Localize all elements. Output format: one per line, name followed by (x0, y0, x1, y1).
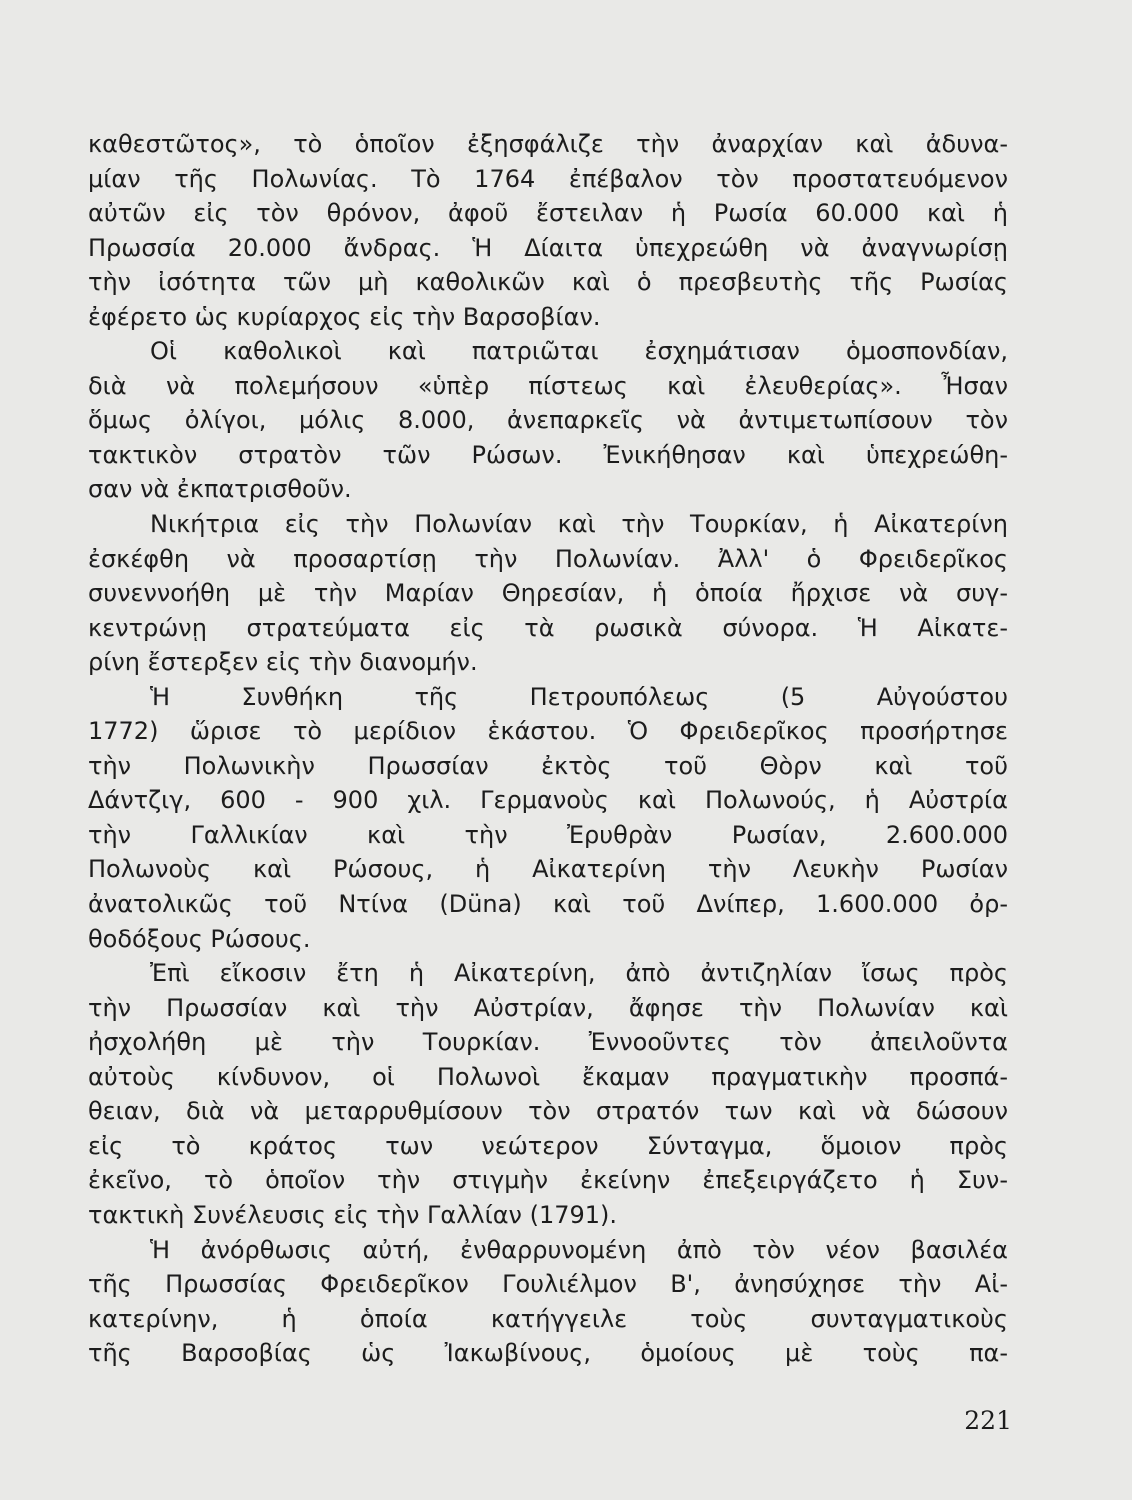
body-text (88, 127, 1008, 1371)
text-line: καθεστῶτος», τὸ ὁποῖον ἐξησφάλιζε τὴν ἀναρχίαν καὶ ἀδυνα- (88, 130, 1008, 158)
page-number: 221 (964, 1406, 1012, 1435)
text-line: εἰς τὸ κράτος των νεώτερον Σύνταγμα, ὅμοιον πρὸς (88, 1131, 1008, 1160)
text-line: κεντρώνῃ στρατεύματα εἰς τὰ ρωσικὰ σύνορα. Ἡ Αἰκατε- (88, 613, 1008, 642)
text-line: ἐφέρετο ὡς κυρίαρχος εἰς τὴν Βαρσοβίαν. (88, 302, 601, 331)
text-line: Ἐπὶ εἴκοσιν ἔτη ἡ Αἰκατερίνη, ἀπὸ ἀντιζηλίαν ἴσως πρὸς (150, 959, 1008, 988)
text-line: διὰ νὰ πολεμήσουν «ὑπὲρ πίστεως καὶ ἐλευθερίας». Ἦσαν (88, 371, 1008, 400)
text-line: Οἱ καθολικοὶ καὶ πατριῶται ἐσχημάτισαν ὁμοσπονδίαν, (150, 337, 1008, 366)
text-line: συνεννοήθη μὲ τὴν Μαρίαν Θηρεσίαν, ἡ ὁποία ἤρχισε νὰ συγ- (88, 579, 1008, 608)
text-line: τὴν Πολωνικὴν Πρωσσίαν ἐκτὸς τοῦ Θὸρν καὶ τοῦ (88, 751, 1008, 780)
text-line: 1772) ὥρισε τὸ μερίδιον ἑκάστου. Ὁ Φρειδερῖκος προσήρτησε (88, 717, 1008, 746)
text-line: ἀνατολικῶς τοῦ Ντίνα (Düna) καὶ τοῦ Δνίπερ, 1.600.000 ὀρ- (88, 890, 1008, 919)
text-line: Πολωνοὺς καὶ Ρώσους, ἡ Αἰκατερίνη τὴν Λευκὴν Ρωσίαν (88, 855, 1008, 884)
text-line: θειαν, διὰ νὰ μεταρρυθμίσουν τὸν στρατόν των καὶ νὰ δώσουν (88, 1097, 1008, 1126)
text-line: ἐσκέφθη νὰ προσαρτίσῃ τὴν Πολωνίαν. Ἀλλ' ὁ Φρειδερῖκος (88, 544, 1008, 573)
text-line: Νικήτρια εἰς τὴν Πολωνίαν καὶ τὴν Τουρκίαν, ἡ Αἰκατερίνη (150, 510, 1008, 539)
text-line: κατερίνην, ἡ ὁποία κατήγγειλε τοὺς συνταγματικοὺς (88, 1304, 1008, 1333)
text-line: ρίνη ἔστερξεν εἰς τὴν διανομήν. (88, 648, 478, 677)
text-line: Ἡ Συνθήκη τῆς Πετρουπόλεως (5 Αὐγούστου (150, 682, 1008, 711)
text-line: σαν νὰ ἐκπατρισθοῦν. (88, 475, 352, 504)
text-line: ὅμως ὀλίγοι, μόλις 8.000, ἀνεπαρκεῖς νὰ ἀντιμετωπίσουν τὸν (88, 406, 1008, 435)
text-line: μίαν τῆς Πολωνίας. Τὸ 1764 ἐπέβαλον τὸν προστατευόμενον (88, 164, 1008, 193)
text-line: αὐτῶν εἰς τὸν θρόνον, ἀφοῦ ἔστειλαν ἡ Ρωσία 60.000 καὶ ἡ (88, 199, 1008, 228)
text-line: αὐτοὺς κίνδυνον, οἱ Πολωνοὶ ἔκαμαν πραγματικὴν προσπά- (88, 1062, 1008, 1091)
text-line: Πρωσσία 20.000 ἄνδρας. Ἡ Δίαιτα ὑπεχρεώθη νὰ ἀναγνωρίσῃ (88, 233, 1008, 262)
text-line: τακτικὸν στρατὸν τῶν Ρώσων. Ἐνικήθησαν καὶ ὑπεχρεώθη- (88, 440, 1008, 469)
text-line: τὴν ἰσότητα τῶν μὴ καθολικῶν καὶ ὁ πρεσβευτὴς τῆς Ρωσίας (88, 268, 1008, 297)
text-line: τῆς Πρωσσίας Φρειδερῖκον Γουλιέλμον Β', ἀνησύχησε τὴν Αἰ- (88, 1270, 1008, 1299)
text-line: τακτικὴ Συνέλευσις εἰς τὴν Γαλλίαν (1791). (88, 1200, 618, 1229)
text-line: τὴν Γαλλικίαν καὶ τὴν Ἐρυθρὰν Ρωσίαν, 2.600.000 (88, 820, 1008, 849)
text-line: τὴν Πρωσσίαν καὶ τὴν Αὐστρίαν, ἄφησε τὴν Πολωνίαν καὶ (88, 993, 1008, 1022)
text-line: Ἡ ἀνόρθωσις αὐτή, ἐνθαρρυνομένη ἀπὸ τὸν νέον βασιλέα (150, 1235, 1008, 1264)
text-line: τῆς Βαρσοβίας ὡς Ἰακωβίνους, ὁμοίους μὲ τοὺς πα- (88, 1339, 1008, 1368)
text-line: θοδόξους Ρώσους. (88, 924, 311, 953)
text-line: Δάντζιγ, 600 - 900 χιλ. Γερμανοὺς καὶ Πολωνούς, ἡ Αὐστρία (88, 786, 1008, 815)
text-line: ἐκεῖνο, τὸ ὁποῖον τὴν στιγμὴν ἐκείνην ἐπεξειργάζετο ἡ Συν- (88, 1166, 1008, 1195)
text-line: ἠσχολήθη μὲ τὴν Τουρκίαν. Ἐννοοῦντες τὸν ἀπειλοῦντα (88, 1028, 1008, 1057)
